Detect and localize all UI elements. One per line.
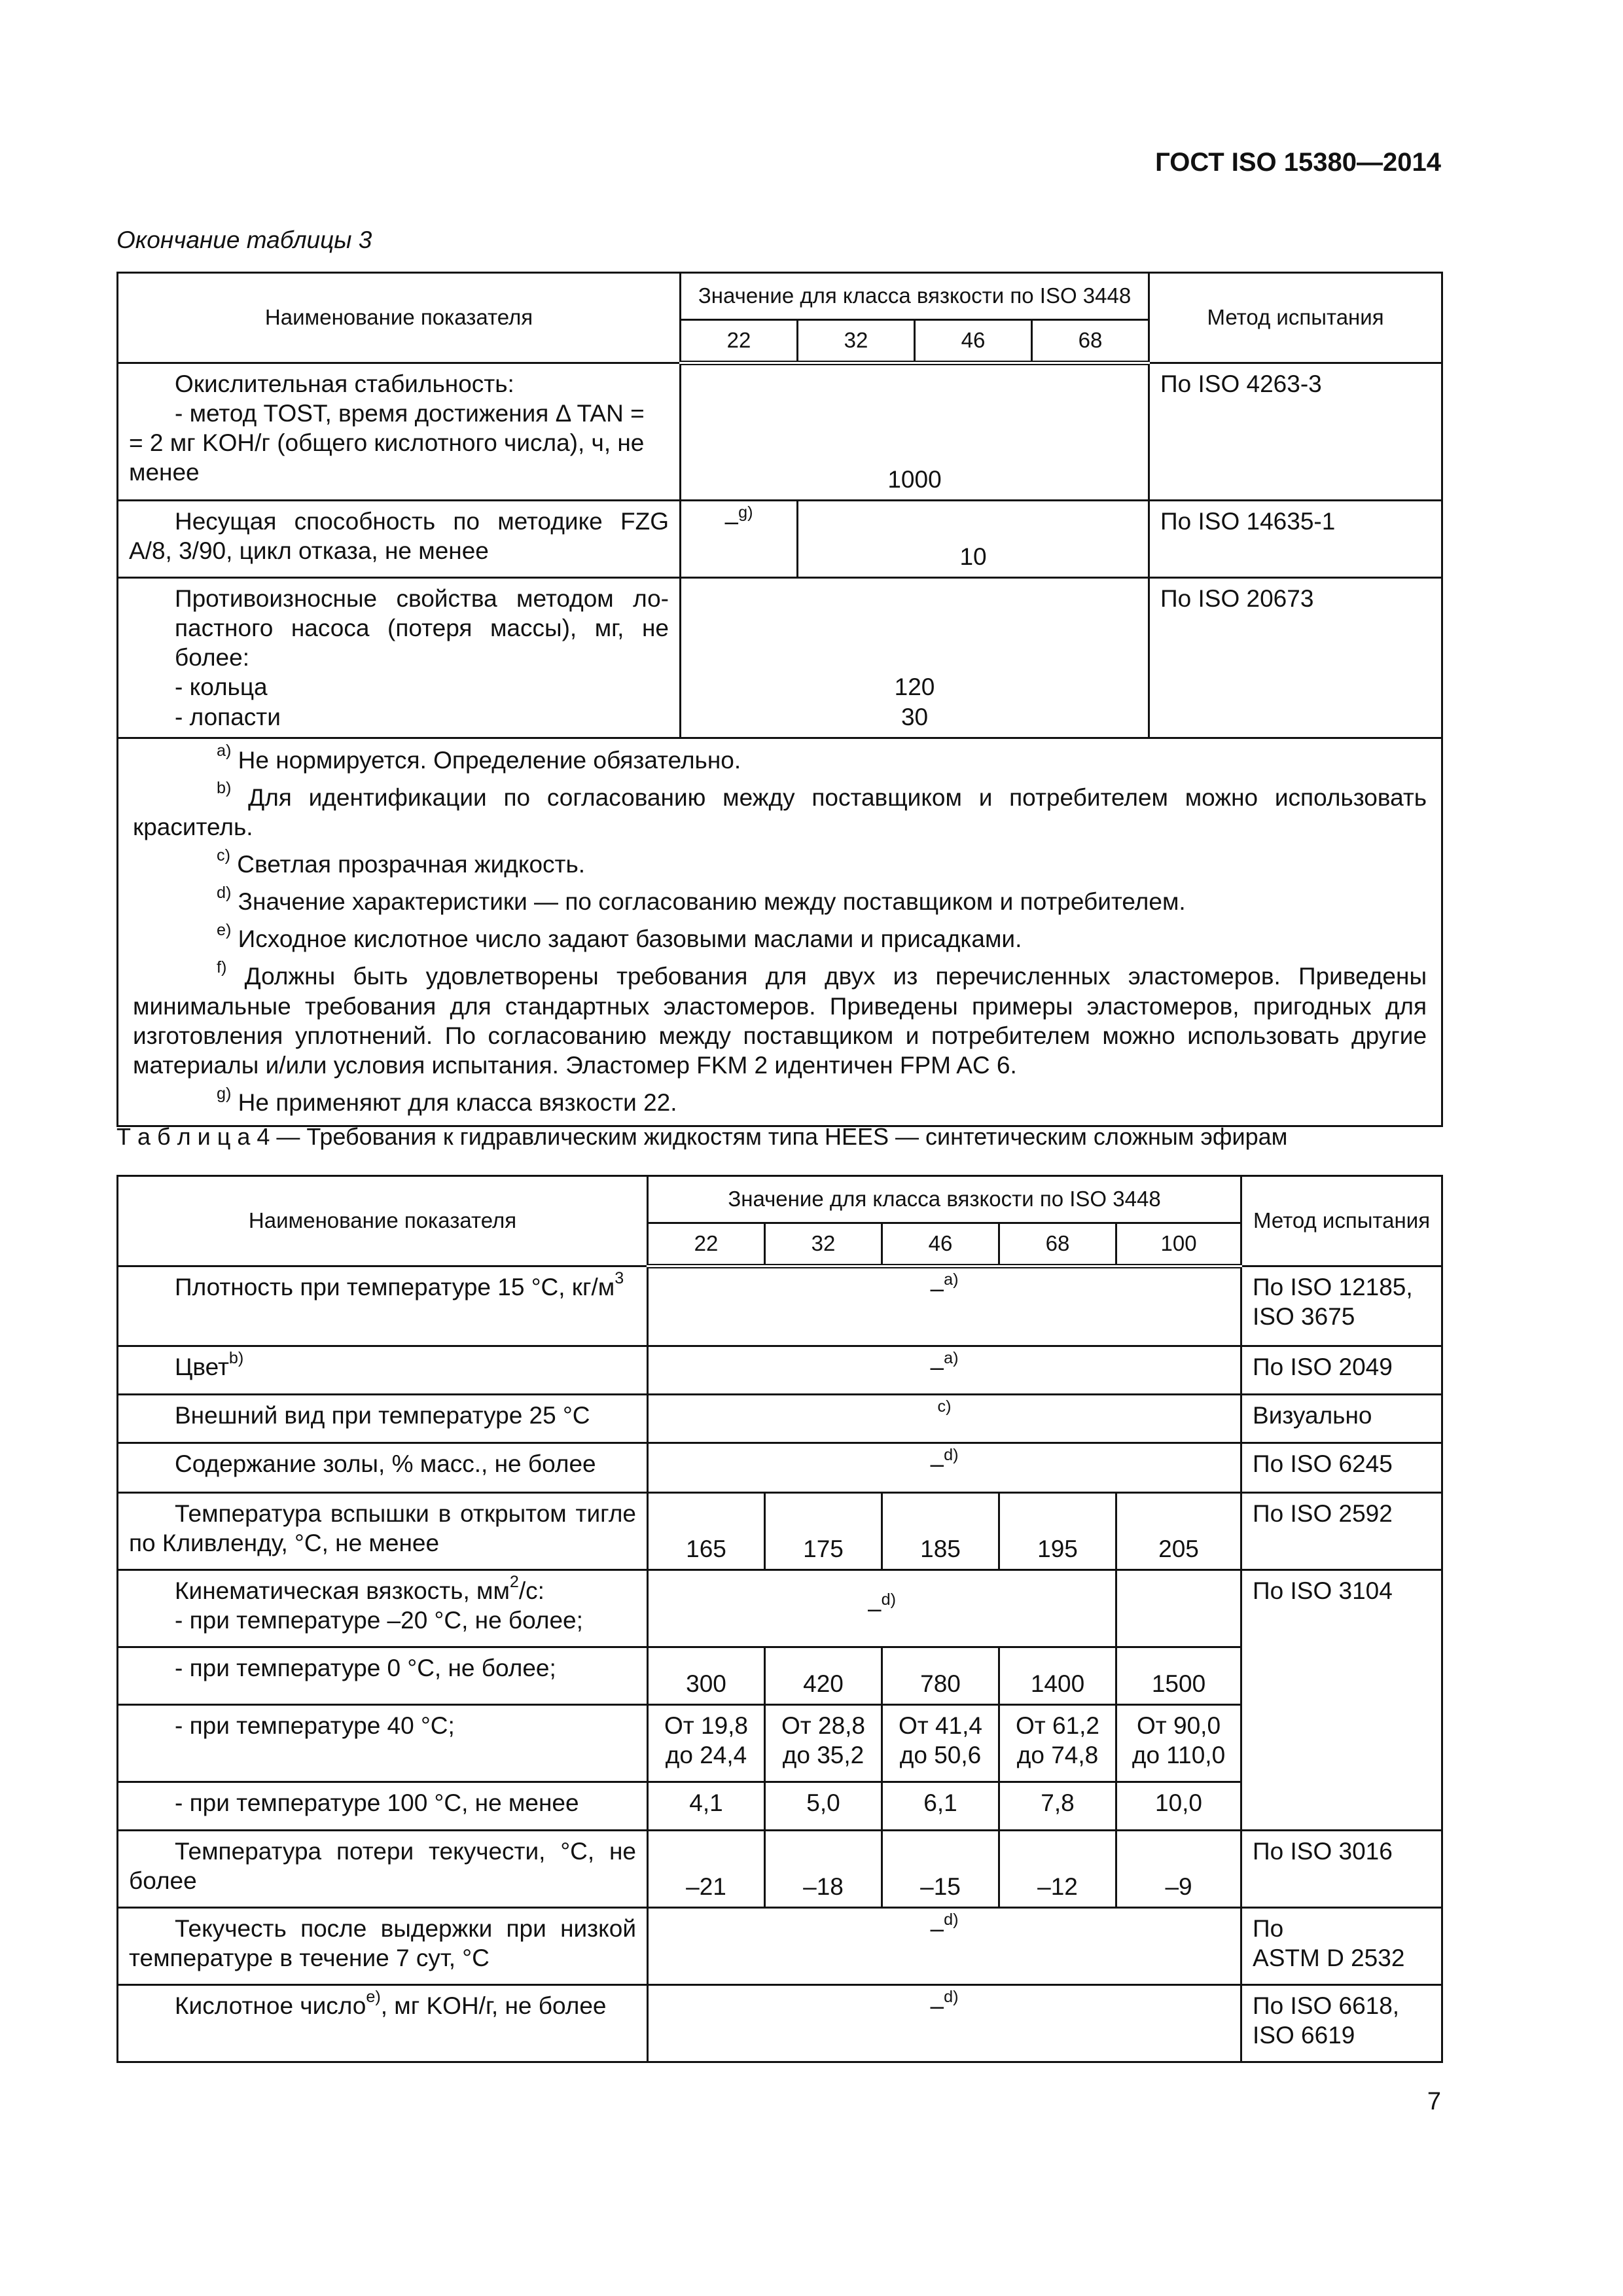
table4-viscosity-zero-32: 420 bbox=[765, 1647, 882, 1705]
table4-pour-100: –9 bbox=[1116, 1831, 1241, 1908]
footnote-d: $^{d)}$ Значение характеристики — по согласованию между поставщиком и потребителем. bbox=[217, 883, 1186, 916]
table4-viscosity-forty-46: От 41,4 до 50,6 bbox=[882, 1705, 999, 1782]
footnote-f: $^{f)}$ Должны быть удовлетворены требования для двух из перечисленных эластомеров. Приведены минимальные требования для стандартных эластомеров. Приведены примеры эластомеров, пригодных для изготовления уплотнений. По согласованию между поставщиком и потребителем можно использовать другие материалы и/или условия испытания. Эластомер FKM 2 идентичен FPM AC 6. bbox=[133, 958, 1427, 1079]
table4-viscosity-zero-22: 300 bbox=[648, 1647, 765, 1705]
table4-flash-100: 205 bbox=[1116, 1493, 1241, 1570]
table4-viscosity-zero-name: - при температуре 0 °С, не более; bbox=[118, 1647, 648, 1705]
table4-viscosity-hundred-32: 5,0 bbox=[765, 1782, 882, 1831]
table4-viscosity-forty-22: От 19,8 до 24,4 bbox=[648, 1705, 765, 1782]
table3-row-fzg-method: По ISO 14635-1 bbox=[1149, 501, 1442, 578]
table4-viscosity-hundred-22: 4,1 bbox=[648, 1782, 765, 1831]
table4-viscosity-minus20-100 bbox=[1116, 1570, 1241, 1647]
table4-acid-value: –$^{d)}$ bbox=[648, 1985, 1241, 2062]
table4-viscosity-hundred-68: 7,8 bbox=[999, 1782, 1116, 1831]
table3-row-antiwear-method: По ISO 20673 bbox=[1149, 578, 1442, 738]
table3-footnotes bbox=[118, 738, 1442, 1126]
table3-row-fzg-value-22: –$^{g)}$ bbox=[681, 501, 798, 578]
table4-class-32: 32 bbox=[765, 1223, 882, 1266]
table3-row-antiwear-name: Противоизносные свойства методом ло-пастного насоса (потеря массы), мг, не более: - кольца - лопасти bbox=[118, 578, 681, 738]
table3-header-method: Метод испытания bbox=[1149, 273, 1442, 363]
table3-class-46: 46 bbox=[915, 320, 1032, 363]
table4-pour-32: –18 bbox=[765, 1831, 882, 1908]
table4-class-46: 46 bbox=[882, 1223, 999, 1266]
table4-density-method: По ISO 12185, ISO 3675 bbox=[1241, 1266, 1442, 1346]
footnote-a: $^{a)}$ Не нормируется. Определение обязательно. bbox=[217, 742, 741, 774]
table4-density-value: –$^{a)}$ bbox=[648, 1266, 1241, 1346]
table4-viscosity-hundred-name: - при температуре 100 °С, не менее bbox=[118, 1782, 648, 1831]
table4-pour-68: –12 bbox=[999, 1831, 1116, 1908]
table3-class-22: 22 bbox=[681, 320, 798, 363]
table4-viscosity-minus20-value: –$^{d)}$ bbox=[648, 1570, 1116, 1647]
table4-flash-46: 185 bbox=[882, 1493, 999, 1570]
table4-flash-method: По ISO 2592 bbox=[1241, 1493, 1442, 1570]
table3-row-oxidation-method: По ISO 4263-3 bbox=[1149, 363, 1442, 501]
table4-ash-method: По ISO 6245 bbox=[1241, 1443, 1442, 1493]
footnote-g: $^{g)}$ Не применяют для класса вязкости 22. bbox=[217, 1084, 677, 1116]
table4-pour-method: По ISO 3016 bbox=[1241, 1831, 1442, 1908]
table3-header-values: Значение для класса вязкости по ISO 3448 bbox=[681, 273, 1149, 320]
table4-class-100: 100 bbox=[1116, 1223, 1241, 1266]
footnote-c: $^{c)}$ Светлая прозрачная жидкость. bbox=[217, 846, 586, 878]
document-header: ГОСТ ISO 15380—2014 bbox=[1155, 148, 1441, 177]
table4-pour-22: –21 bbox=[648, 1831, 765, 1908]
table4-density-name: Плотность при температуре 15 °С, $кг/м^3$ bbox=[118, 1266, 648, 1346]
table3-row-oxidation-name: Окислительная стабильность: - метод TOST, время достижения Δ TAN = = 2 мг KOH/г (общего кислотного числа), ч, не менее bbox=[118, 363, 681, 501]
table4-viscosity-zero-68: 1400 bbox=[999, 1647, 1116, 1705]
table4-acid-name: Кислотное число$^{e)}$, мг KOH/г, не более bbox=[118, 1985, 648, 2062]
table4-viscosity-hundred-46: 6,1 bbox=[882, 1782, 999, 1831]
footnote-b: $^{b)}$ Для идентификации по согласованию между поставщиком и потребителем можно использовать краситель. bbox=[133, 779, 1427, 840]
table4-appearance-value: c) bbox=[648, 1395, 1241, 1443]
table4-viscosity-forty-68: От 61,2 до 74,8 bbox=[999, 1705, 1116, 1782]
table4-ash-value: –$^{d)}$ bbox=[648, 1443, 1241, 1493]
table4-header-method: Метод испытания bbox=[1241, 1176, 1442, 1266]
table4-viscosity-method: По ISO 3104 bbox=[1241, 1570, 1442, 1831]
table4-appearance-name: Внешний вид при температуре 25 °С bbox=[118, 1395, 648, 1443]
table4-viscosity-forty-100: От 90,0 до 110,0 bbox=[1116, 1705, 1241, 1782]
table3-row-antiwear-values: 120 30 bbox=[681, 578, 1149, 738]
table4-ash-name: Содержание золы, % масс., не более bbox=[118, 1443, 648, 1493]
table4-pour-46: –15 bbox=[882, 1831, 999, 1908]
table4-caption: Т а б л и ц а 4 — Требования к гидравлическим жидкостям типа HEES — синтетическим сложным эфирам bbox=[116, 1123, 1288, 1150]
table4-pour-name: Температура потери текучести, °С, не более bbox=[118, 1831, 648, 1908]
table4-viscosity-minus20-name: Кинематическая вязкость, $мм^2/с$: - при температуре –20 °С, не более; bbox=[118, 1570, 648, 1647]
footnote-e: $^{e)}$ Исходное кислотное число задают базовыми маслами и присадками. bbox=[217, 920, 1022, 953]
table3-class-68: 68 bbox=[1032, 320, 1149, 363]
table3-header-name: Наименование показателя bbox=[118, 273, 681, 363]
table4-class-22: 22 bbox=[648, 1223, 765, 1266]
table3-class-32: 32 bbox=[798, 320, 915, 363]
table3 bbox=[116, 272, 1443, 1127]
table4-lowtemp-value: –$^{d)}$ bbox=[648, 1908, 1241, 1985]
table4-class-68: 68 bbox=[999, 1223, 1116, 1266]
table4-color-value: –$^{a)}$ bbox=[648, 1346, 1241, 1395]
table4-lowtemp-method: По ASTM D 2532 bbox=[1241, 1908, 1442, 1985]
table4-viscosity-zero-46: 780 bbox=[882, 1647, 999, 1705]
table3-caption: Окончание таблицы 3 bbox=[116, 226, 372, 253]
table4-color-method: По ISO 2049 bbox=[1241, 1346, 1442, 1395]
table4-header-name: Наименование показателя bbox=[118, 1176, 648, 1266]
table3-row-fzg-name: Несущая способность по методике FZG A/8, 3/90, цикл отказа, не менее bbox=[118, 501, 681, 578]
table4-viscosity-hundred-100: 10,0 bbox=[1116, 1782, 1241, 1831]
table4-lowtemp-name: Текучесть после выдержки при низкой температуре в течение 7 сут, °С bbox=[118, 1908, 648, 1985]
table4-flash-name: Температура вспышки в открытом тигле по Кливленду, °С, не менее bbox=[118, 1493, 648, 1570]
table4-viscosity-forty-name: - при температуре 40 °С; bbox=[118, 1705, 648, 1782]
table3-row-fzg-value: 10 bbox=[798, 501, 1149, 578]
page-number: 7 bbox=[1427, 2088, 1441, 2115]
table4-viscosity-forty-32: От 28,8 до 35,2 bbox=[765, 1705, 882, 1782]
table4 bbox=[116, 1175, 1443, 2063]
table4-header-values: Значение для класса вязкости по ISO 3448 bbox=[648, 1176, 1241, 1223]
table4-appearance-method: Визуально bbox=[1241, 1395, 1442, 1443]
table4-viscosity-zero-100: 1500 bbox=[1116, 1647, 1241, 1705]
table4-acid-method: По ISO 6618, ISO 6619 bbox=[1241, 1985, 1442, 2062]
table3-row-oxidation-value: 1000 bbox=[681, 363, 1149, 501]
table4-flash-22: 165 bbox=[648, 1493, 765, 1570]
table4-color-name: Цвет$^{b)}$ bbox=[118, 1346, 648, 1395]
table4-flash-32: 175 bbox=[765, 1493, 882, 1570]
table4-flash-68: 195 bbox=[999, 1493, 1116, 1570]
